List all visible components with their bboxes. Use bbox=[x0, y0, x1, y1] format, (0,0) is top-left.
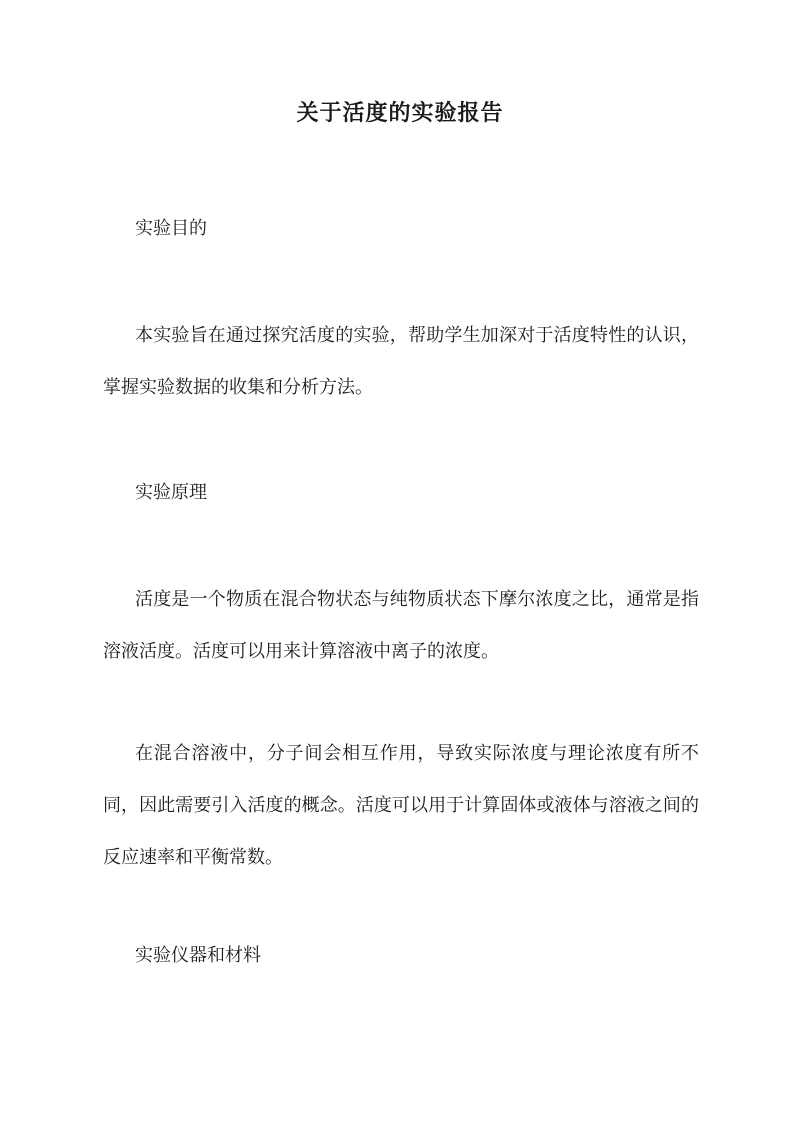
section-heading-apparatus: 实验仪器和材料 bbox=[135, 945, 261, 966]
paragraph-principle-interaction: 在混合溶液中，分子间会相互作用，导致实际浓度与理论浓度有所不同，因此需要引入活度的概念。活度可以用于计算固体或液体与溶液之间的反应速率和平衡常数。 bbox=[103, 743, 699, 868]
document-title: 关于活度的实验报告 bbox=[296, 100, 504, 126]
paragraph-principle-definition: 活度是一个物质在混合物状态与纯物质状态下摩尔浓度之比，通常是指溶液活度。活度可以用来计算溶液中离子的浓度。 bbox=[103, 589, 699, 662]
section-heading-purpose: 实验目的 bbox=[135, 218, 207, 239]
section-heading-principle: 实验原理 bbox=[135, 482, 207, 503]
paragraph-purpose: 本实验旨在通过探究活度的实验，帮助学生加深对于活度特性的认识，掌握实验数据的收集和分析方法。 bbox=[103, 325, 699, 398]
